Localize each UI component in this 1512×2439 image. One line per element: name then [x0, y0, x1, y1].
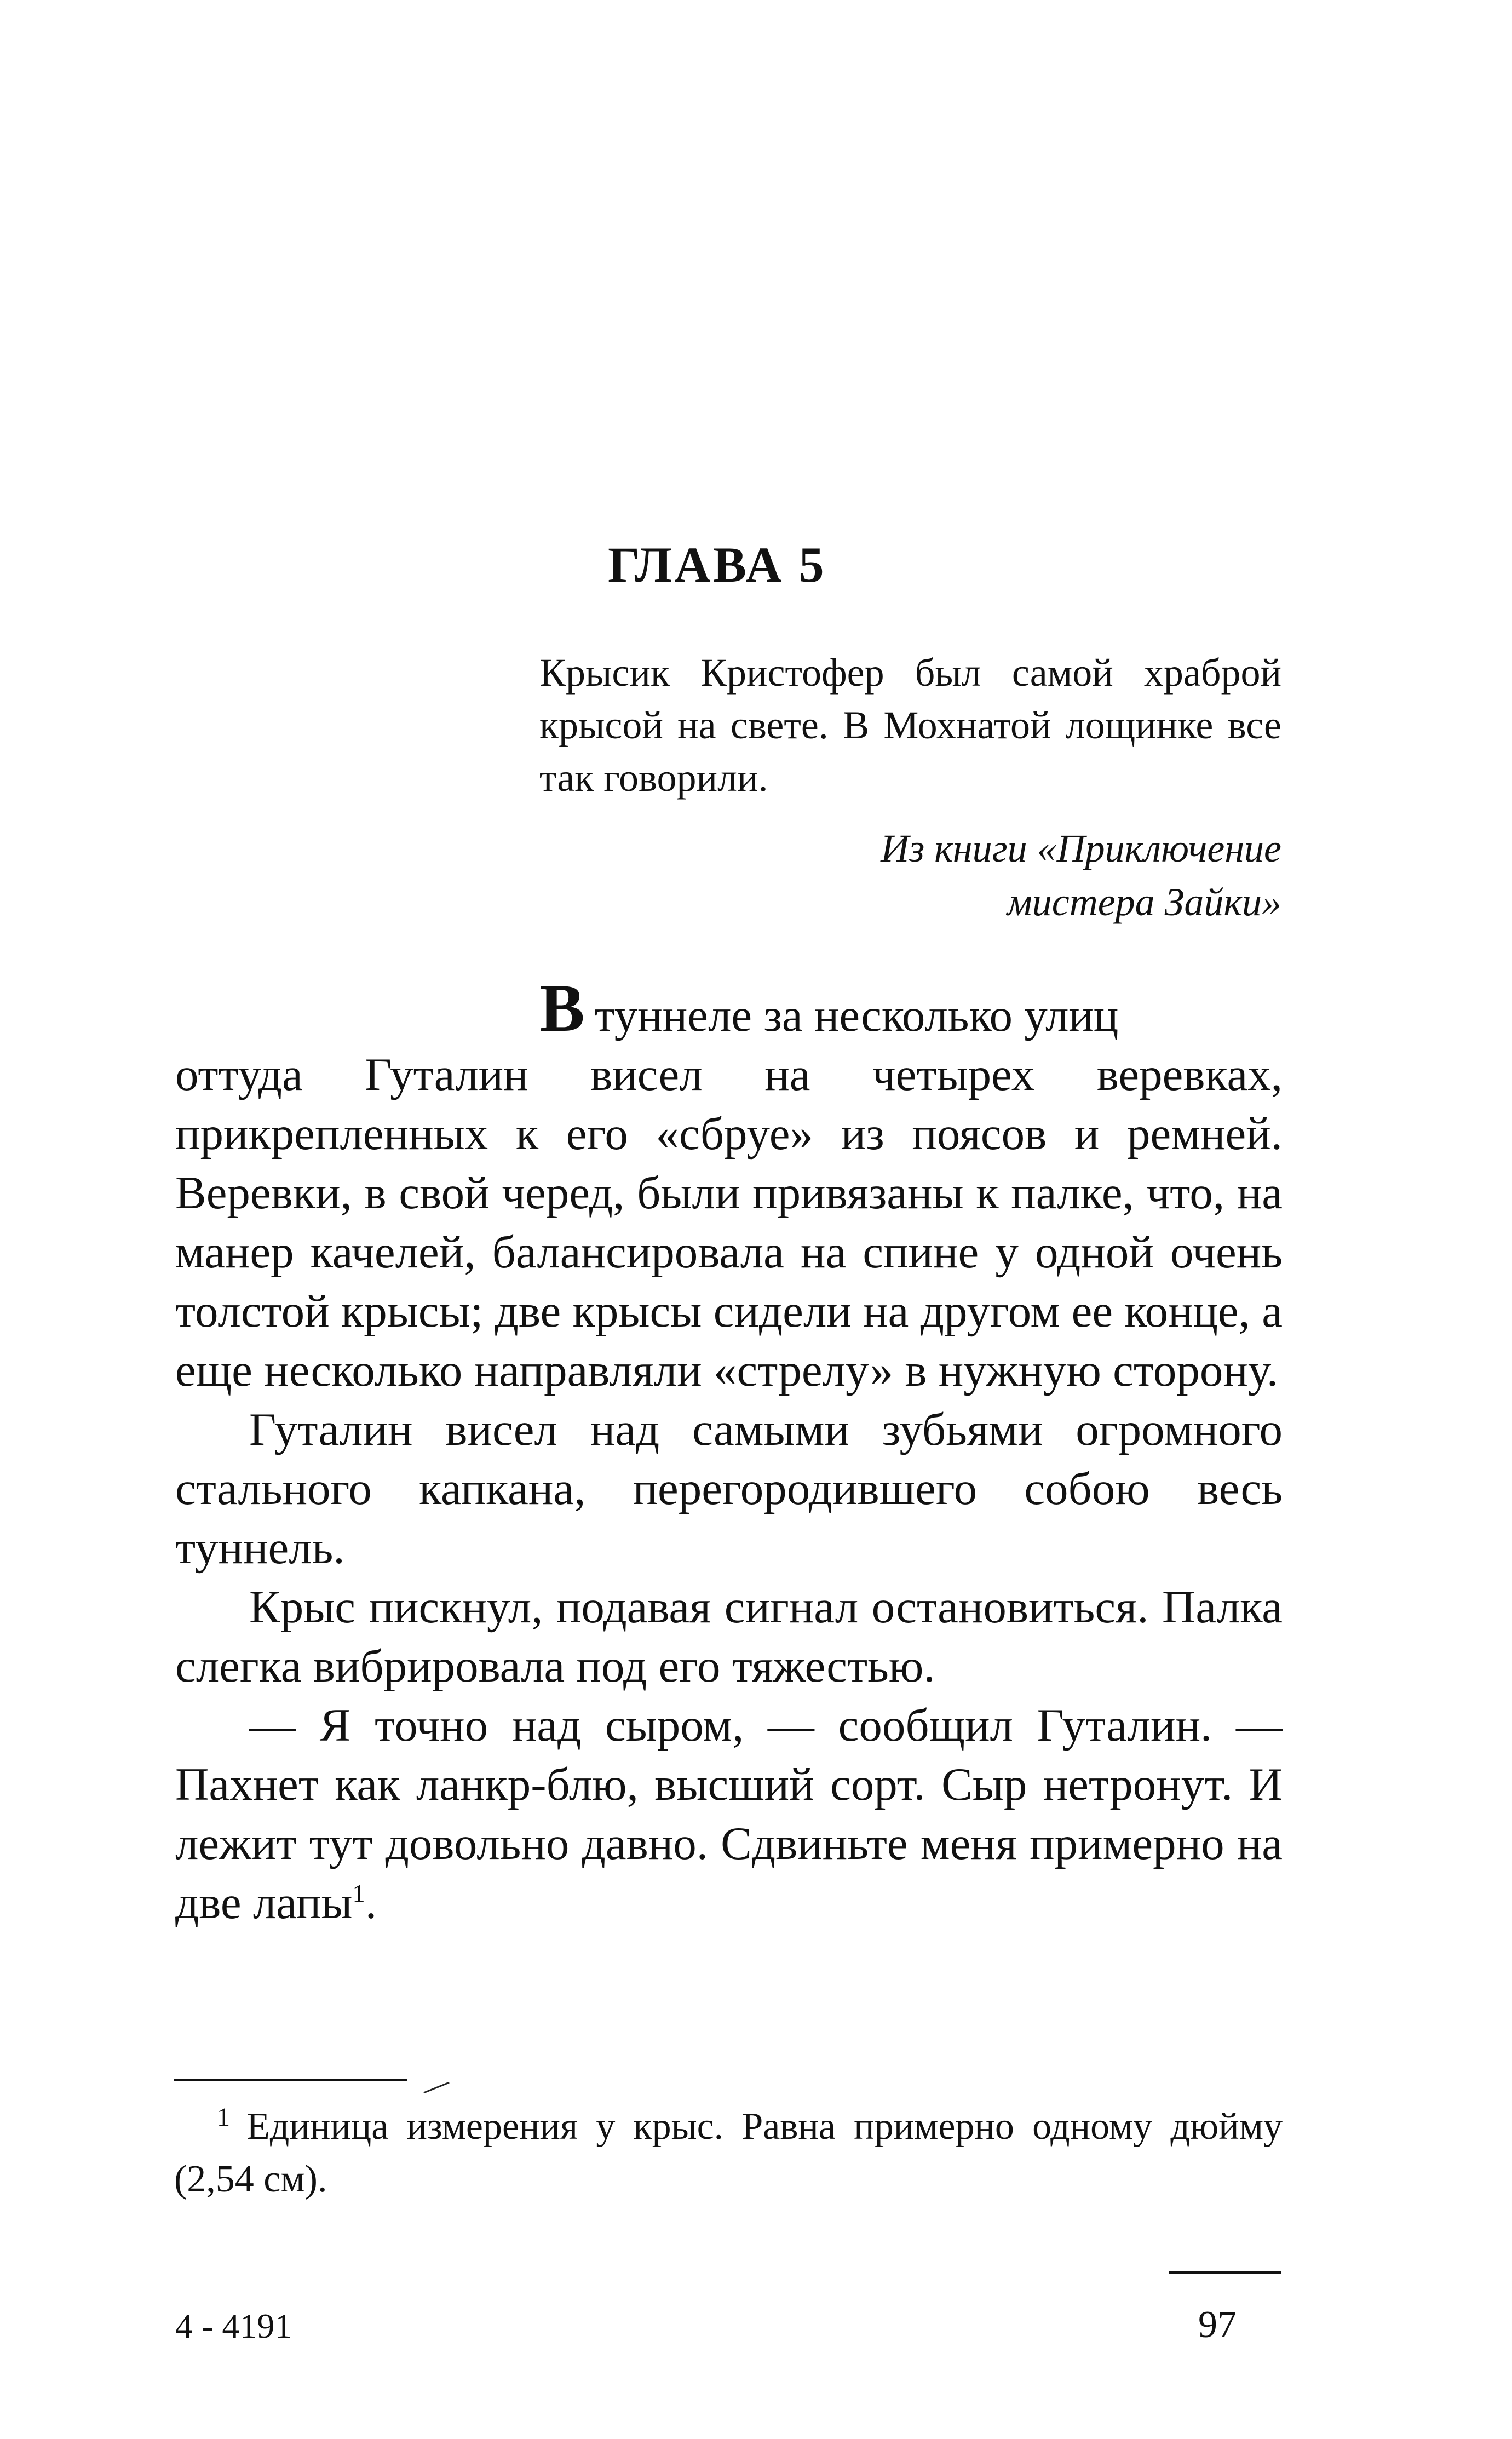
printer-signature: 4 - 4191 [175, 2306, 292, 2345]
paragraph-text: — Я точно над сыром, — сообщил Гуталин. — Пахнет как ланкр-блю, высший сорт. Сыр нетронут. И лежит тут довольно давно. Сдвиньте меня примерно на две лапы [175, 1700, 1283, 1929]
paragraph-continuation: оттуда Гуталин висел на четырех веревках, прикрепленных к его «сбруе» из поясов и ремней. Веревки, в свой черед, были привязаны к палке, что, на манер качелей, балансировала на спине у одной очень толстой крысы; две крысы сидели на другом ее конце, а еще несколько направляли «стрелу» в нужную сторону. [175, 1049, 1283, 1396]
stray-mark [423, 2082, 449, 2094]
chapter-title: ГЛАВА 5 [608, 537, 826, 593]
paragraph [175, 971, 1283, 1400]
paragraph: Гуталин висел над самыми зубьями огромного стального капкана, перегородившего собою весь туннель. [175, 1404, 1283, 1574]
footnote-marker: 1 [217, 2102, 230, 2132]
paragraph: Крыс пискнул, подавая сигнал остановиться. Палка слегка вибрировала под его тяжестью. [175, 1581, 1283, 1692]
paragraph [175, 1696, 1283, 1932]
main-text [175, 971, 1283, 1932]
epigraph-source-line-2: мистера Зайки» [1007, 880, 1281, 924]
footnote-divider [174, 2079, 407, 2081]
page-number: 97 [1198, 2304, 1237, 2346]
paragraph-end: . [365, 1877, 377, 1929]
footnote [174, 2101, 1283, 2206]
drop-cap: В [539, 971, 585, 1046]
footnote-reference[interactable]: 1 [352, 1879, 365, 1908]
epigraph-source [539, 822, 1281, 929]
epigraph-source-line-1: Из книги «Приключение [881, 827, 1281, 870]
paragraph-first-line: туннеле за несколько улиц [594, 990, 1119, 1041]
page-number-rule [1169, 2271, 1281, 2274]
footnote-text: Единица измерения у крыс. Равна примерно одному дюйму (2,54 см). [174, 2105, 1283, 2200]
epigraph-text: Крысик Кристофер был самой храброй крысой на свете. В Мохнатой лощинке все так говорили. [539, 651, 1281, 800]
